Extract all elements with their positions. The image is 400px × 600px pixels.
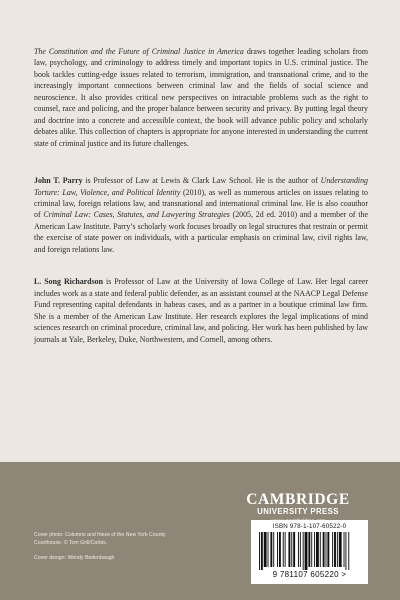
barcode-bar (345, 532, 346, 570)
bio-parry-text-2: (2010), as well as numerous articles on issues relating to criminal law, foreign relations law, and transnational and international criminal law. He is also coauthor of (34, 187, 368, 220)
paragraph-gap (34, 149, 368, 175)
book-title: The Constitution and the Future of Criminal Justice in America (34, 47, 244, 56)
author-name-richardson: L. Song Richardson (34, 277, 103, 287)
barcode-bar (270, 532, 272, 567)
barcode-bar (264, 532, 267, 567)
barcode-panel (251, 520, 368, 584)
publisher-press: UNIVERSITY PRESS (257, 507, 339, 516)
barcode-bar (323, 532, 325, 567)
bio-parry-text-1: is Professor of Law at Lewis & Clark Law School. He is the author of (82, 176, 321, 186)
cover-design-credit: Cover design: Wendy Bedenbaugh (34, 555, 115, 561)
barcode-bar (277, 532, 278, 567)
barcode-bar (268, 532, 269, 567)
barcode-bar (320, 532, 321, 567)
bio-richardson (34, 276, 368, 345)
barcode-bar (285, 532, 286, 567)
publisher-name: CAMBRIDGE (246, 491, 350, 508)
bio-richardson-text: is Professor of Law at the University of Iowa College of Law. Her legal career includes work as a state and federal public defender, as an assistant counsel at the NAACP Legal Defense Fund representing capital defendants in habeas cases, and as a partner in a boutique criminal law firm. She is a member of the American Law Institute. Her research explores the legal implications of mind sciences research on criminal procedure, criminal law, and policing. Her work has been published by law journals at Yale, Berkeley, Duke, Northwestern, and Cornell, among others. (34, 277, 368, 344)
barcode-bar (279, 532, 281, 567)
bio-parry-book-2: Criminal Law: Cases, Statutes, and Lawyering Strategies (43, 210, 230, 220)
barcode-bar (283, 532, 284, 567)
barcode-bar (339, 532, 342, 567)
barcode-bar (291, 532, 292, 567)
bio-parry (34, 175, 368, 255)
barcode-bar (334, 532, 336, 567)
barcode-bar (314, 532, 315, 567)
barcode-bar (332, 532, 333, 567)
isbn-label: ISBN 978-1-107-60522-0 (272, 523, 347, 530)
barcode-bar (259, 532, 260, 570)
paragraph-gap (34, 255, 368, 276)
barcode-bar (316, 532, 319, 567)
bio-parry-text-3: (2005, 2d ed. 2010) and a member of the American Law Institute. Parry’s scholarly work focuses broadly on legal structures that restrain or permit the exercise of state power on individuals, with a particular emphasis on criminal law, civil rights law, and foreign relations law. (34, 210, 368, 254)
barcode-bar (288, 532, 290, 567)
barcode-digits: 9 781107 605220 > (272, 570, 347, 579)
description-text: draws together leading scholars from law, psychology, and criminology to address timely and important topics in U.S. criminal justice. The book tackles cutting-edge issues related to terrorism, immigration, and transnational crime, and to the increasingly important connections between criminal law and the fields of social science and neuroscience. It also provides critical new perspectives on intractable problems such as the right to counsel, race and policing, and the proper balance between security and privacy. By putting legal theory and doctrine into a concrete and accessible context, the book will advance public policy and scholarly debates alike. This collection of chapters is appropriate for anyone interested in understanding the current state of criminal justice and its future challenges. (34, 47, 368, 148)
barcode-icon (257, 532, 362, 570)
back-cover-text (34, 46, 368, 345)
cover-photo-credit: Cover photo: Columns and frieze of the New York County Courthouse. © Tom Grill/Corbis. (34, 532, 166, 546)
barcode-bar (337, 532, 338, 567)
barcode-bar (298, 532, 299, 567)
description-paragraph (34, 46, 368, 149)
bio-parry-book-1: Understanding Torture: Law, Violence, and Political Identity (34, 176, 368, 197)
author-name-parry: John T. Parry (34, 176, 83, 186)
barcode-bar (305, 532, 308, 570)
barcode-bar (327, 532, 329, 567)
barcode-bar (348, 532, 349, 570)
cover-credits (34, 531, 184, 562)
barcode-bar (308, 532, 310, 567)
barcode-bar (303, 532, 304, 570)
barcode-bar (311, 532, 312, 567)
barcode-bar (326, 532, 327, 567)
barcode-bar (344, 532, 345, 567)
barcode-bar (300, 532, 301, 567)
barcode-bar (273, 532, 274, 567)
barcode-bar (293, 532, 295, 567)
barcode-bar (261, 532, 263, 570)
